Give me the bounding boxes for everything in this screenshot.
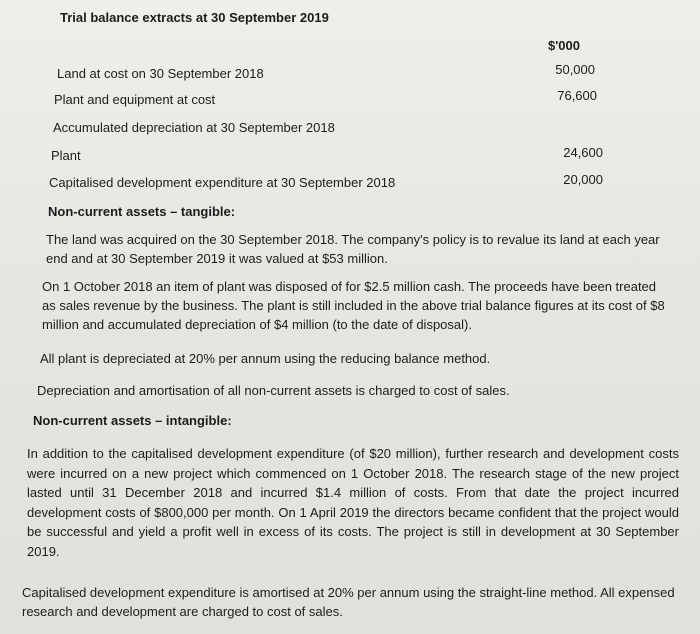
tangible-paragraph-land: The land was acquired on the 30 September 2018. The company's policy is to revalue its land at each year end and at 30 September 2019 it was valued at $53 million. [46, 232, 660, 266]
intangible-paragraph-amortisation: Capitalised development expenditure is amortised at 20% per annum using the straight-line method. All expensed research and development are charged to cost of sales. [22, 585, 675, 619]
page-title: Trial balance extracts at 30 September 2019 [60, 10, 329, 25]
row-label-capitalised-development: Capitalised development expenditure at 30 September 2018 [49, 175, 396, 190]
row-value-capitalised-development: 20,000 [563, 172, 603, 187]
row-label-land: Land at cost on 30 September 2018 [57, 66, 264, 81]
intangible-heading: Non-current assets – intangible: [33, 413, 232, 428]
row-label-plant-equipment: Plant and equipment at cost [54, 92, 216, 107]
row-value-land: 50,000 [555, 62, 595, 77]
intangible-paragraph-project: In addition to the capitalised development expenditure (of $20 million), further research and development costs were incurred on a new project which commenced on 1 October 2018. The research stage of the new project lasted until 31 December 2018 and incurred $1.4 million of costs. From that date the project incurred development costs of $800,000 per month. On 1 April 2019 the directors became confident that the project would be successful and yield a profit well in excess of its costs. The project is still in development at 30 September 2019. [27, 446, 679, 559]
currency-header: $'000 [547, 38, 580, 53]
tangible-paragraph-depreciation-method: All plant is depreciated at 20% per annum using the reducing balance method. [40, 351, 491, 366]
row-label-plant: Plant [51, 148, 81, 163]
tangible-paragraph-charge: Depreciation and amortisation of all non-current assets is charged to cost of sales. [37, 383, 510, 398]
row-label-accumulated-depreciation: Accumulated depreciation at 30 September 2018 [53, 120, 335, 135]
tangible-paragraph-disposal: On 1 October 2018 an item of plant was disposed of for $2.5 million cash. The proceeds have been treated as sales revenue by the business. The plant is still included in the above trial balance figures at its cost of $8 million and accumulated depreciation of $4 million (to the date of disposal). [42, 279, 665, 332]
tangible-heading: Non-current assets – tangible: [48, 204, 236, 219]
row-value-plant-equipment: 76,600 [557, 88, 597, 103]
row-value-plant: 24,600 [563, 145, 603, 160]
